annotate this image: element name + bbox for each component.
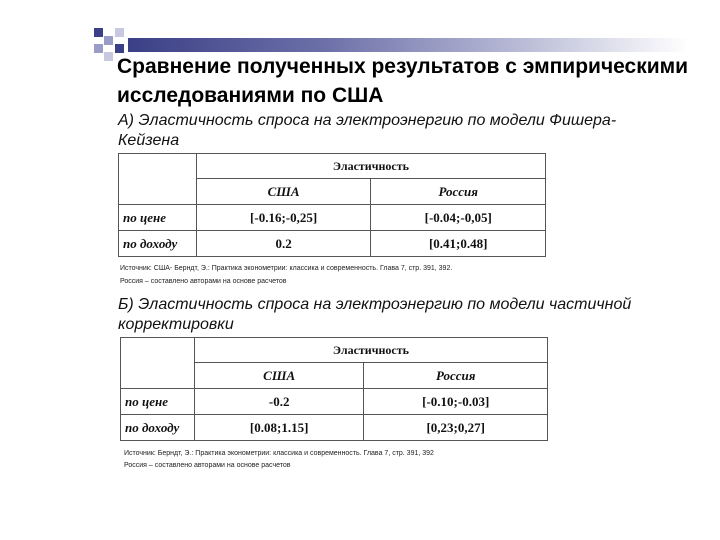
- cell-usa: [-0.16;-0,25]: [196, 205, 371, 231]
- corner-cell: [119, 154, 197, 205]
- section-a-heading: А) Эластичность спроса на электроэнергию по модели Фишера-Кейзена: [118, 112, 617, 149]
- column-header-usa: США: [196, 179, 371, 205]
- table-row: [119, 205, 546, 231]
- deco-square: [115, 28, 124, 37]
- column-header-usa: США: [194, 363, 364, 389]
- cell-russia: [-0.04;-0,05]: [371, 205, 546, 231]
- row-label: по доходу: [121, 415, 195, 441]
- source-line: Источник: Берндт, Э.: Практика эконометрии: классика и современность. Глава 7, стр. 391, 392: [124, 450, 434, 457]
- cell-usa: -0.2: [194, 389, 364, 415]
- table-row: [121, 389, 548, 415]
- corner-cell: [121, 338, 195, 389]
- cell-russia: [0,23;0,27]: [364, 415, 548, 441]
- row-label: по цене: [121, 389, 195, 415]
- deco-square: [94, 28, 103, 37]
- cell-usa: 0.2: [196, 231, 371, 257]
- row-label: по доходу: [119, 231, 197, 257]
- cell-russia: [0.41;0.48]: [371, 231, 546, 257]
- column-header-russia: Россия: [364, 363, 548, 389]
- section-b-heading: Б) Эластичность спроса на электроэнергию по модели частичной корректировки: [118, 296, 632, 333]
- elasticity-table-b: [120, 337, 548, 441]
- column-header-russia: Россия: [371, 179, 546, 205]
- deco-square: [104, 36, 113, 45]
- table-row: [121, 415, 548, 441]
- cell-russia: [-0.10;-0.03]: [364, 389, 548, 415]
- deco-square: [104, 52, 113, 61]
- source-line: Россия – составлено авторами на основе расчетов: [124, 462, 291, 469]
- table-row: [119, 231, 546, 257]
- row-label: по цене: [119, 205, 197, 231]
- cell-usa: [0.08;1.15]: [194, 415, 364, 441]
- table-caption: Эластичность: [194, 338, 547, 363]
- slide-title: Сравнение полученных результатов с эмпирическими исследованиями по США: [117, 55, 689, 107]
- deco-square: [94, 44, 103, 53]
- source-line: Источник: США- Берндт, Э.: Практика эконометрии: классика и современность. Глава 7, стр. 391, 392.: [120, 265, 453, 272]
- table-caption: Эластичность: [196, 154, 545, 179]
- elasticity-table-a: [118, 153, 546, 257]
- source-line: Россия – составлено авторами на основе расчетов: [120, 278, 287, 285]
- title-gradient-bar: [128, 38, 688, 52]
